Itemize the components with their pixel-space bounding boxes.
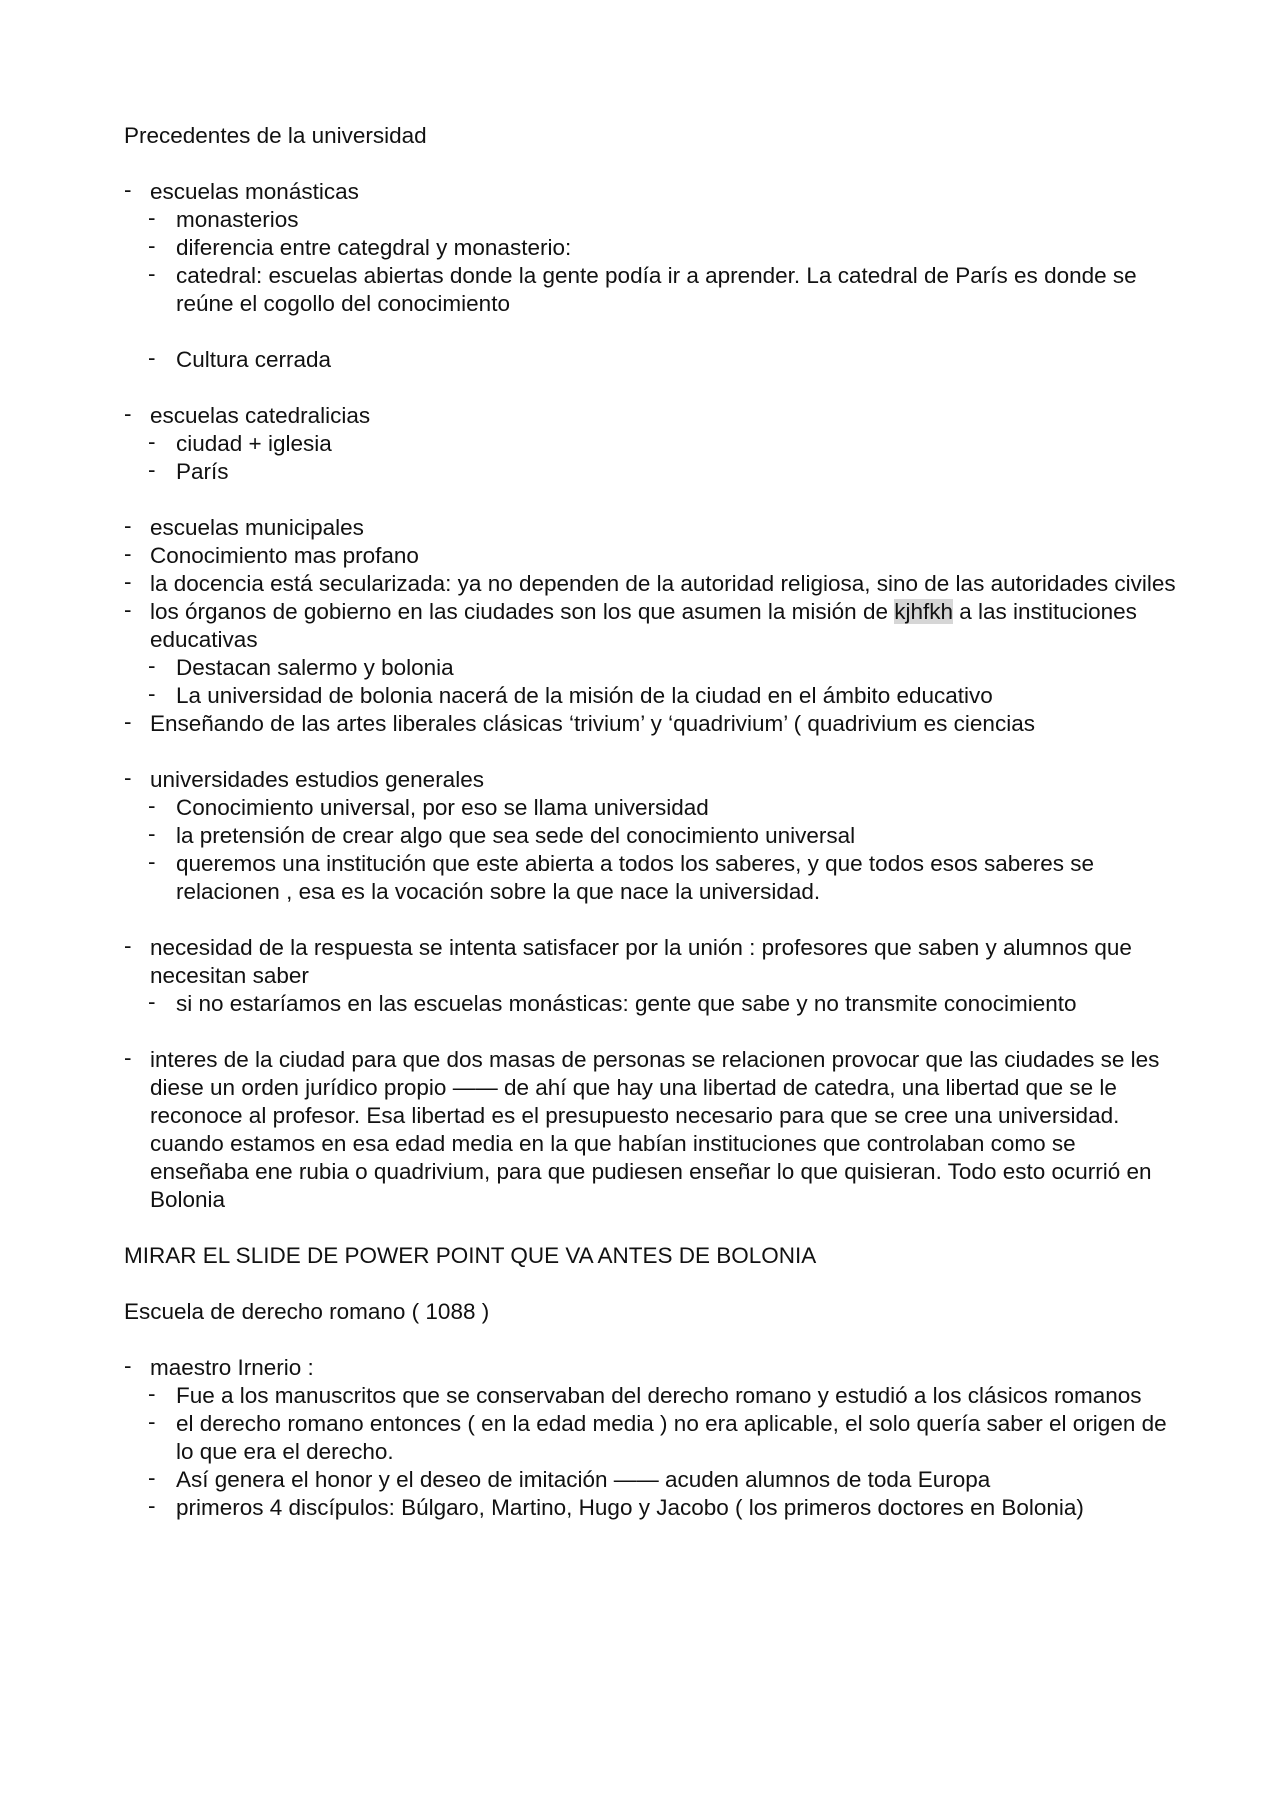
sub-list-item bbox=[124, 850, 1180, 906]
item-text: si no estaríamos en las escuelas monásticas: gente que sabe y no transmite conocimiento bbox=[176, 991, 1077, 1016]
item-text: Destacan salermo y bolonia bbox=[176, 655, 454, 680]
bullet-dash: - bbox=[148, 1409, 156, 1434]
item-text: maestro Irnerio : bbox=[150, 1355, 314, 1380]
bullet-dash: - bbox=[124, 1045, 132, 1070]
item-text: Así genera el honor y el deseo de imitación —— acuden alumnos de toda Europa bbox=[176, 1467, 991, 1492]
section-heading: Escuela de derecho romano ( 1088 ) bbox=[124, 1299, 490, 1324]
item-text: los órganos de gobierno en las ciudades son los que asumen la misión de bbox=[150, 599, 895, 624]
bullet-dash: - bbox=[124, 401, 132, 426]
bullet-dash: - bbox=[124, 177, 132, 202]
sub-list-item bbox=[124, 822, 1180, 850]
bullet-dash: - bbox=[124, 709, 132, 734]
sub-list-item bbox=[124, 990, 1180, 1018]
bullet-dash: - bbox=[148, 345, 156, 370]
item-text: monasterios bbox=[176, 207, 299, 232]
highlighted-text: kjhfkh bbox=[894, 599, 954, 624]
bullet-dash: - bbox=[148, 261, 156, 286]
list-item bbox=[124, 766, 1180, 794]
bullet-dash: - bbox=[148, 233, 156, 258]
list-item bbox=[124, 542, 1180, 570]
list-item bbox=[124, 402, 1180, 430]
bullet-dash: - bbox=[148, 793, 156, 818]
item-text: escuelas municipales bbox=[150, 515, 364, 540]
bullet-dash: - bbox=[124, 569, 132, 594]
sub-list-item bbox=[124, 346, 1180, 374]
bullet-dash: - bbox=[148, 821, 156, 846]
sub-list-item bbox=[124, 206, 1180, 234]
item-text: la docencia está secularizada: ya no dependen de la autoridad religiosa, sino de las autoridades civiles bbox=[150, 571, 1176, 596]
bullet-dash: - bbox=[124, 933, 132, 958]
bullet-dash: - bbox=[148, 681, 156, 706]
item-text: necesidad de la respuesta se intenta satisfacer por la unión : profesores que saben y alumnos que necesitan saber bbox=[150, 935, 1132, 988]
list-item bbox=[124, 514, 1180, 542]
list-item bbox=[124, 710, 1180, 738]
sub-list-item bbox=[124, 1494, 1180, 1522]
item-text: Fue a los manuscritos que se conservaban del derecho romano y estudió a los clásicos romanos bbox=[176, 1383, 1142, 1408]
item-text: Enseñando de las artes liberales clásicas ‘trivium’ y ‘quadrivium’ ( quadrivium es ciencias bbox=[150, 711, 1035, 736]
list-item bbox=[124, 934, 1180, 990]
note-text: MIRAR EL SLIDE DE POWER POINT QUE VA ANTES DE BOLONIA bbox=[124, 1243, 817, 1268]
sub-list-item bbox=[124, 234, 1180, 262]
bullet-dash: - bbox=[124, 1353, 132, 1378]
bullet-dash: - bbox=[148, 457, 156, 482]
list-item bbox=[124, 1046, 1180, 1214]
item-text: el derecho romano entonces ( en la edad media ) no era aplicable, el solo quería saber el origen de lo que era el derecho. bbox=[176, 1411, 1167, 1464]
bullet-dash: - bbox=[148, 1493, 156, 1518]
item-text: Conocimiento mas profano bbox=[150, 543, 419, 568]
document-title: Precedentes de la universidad bbox=[124, 123, 427, 148]
bullet-dash: - bbox=[148, 849, 156, 874]
sub-list-item bbox=[124, 430, 1180, 458]
bullet-dash: - bbox=[124, 513, 132, 538]
item-text: Conocimiento universal, por eso se llama universidad bbox=[176, 795, 709, 820]
item-text: interes de la ciudad para que dos masas de personas se relacionen provocar que las ciudades se les diese un orden jurídico propio —— de ahí que hay una libertad de catedra, una libertad que se le reconoce al profesor. Esa libertad es el presupuesto necesario para que se cree una universidad. cuando estamos en esa edad media en la que habían instituciones que controlaban como se enseñaba ene rubia o quadrivium, para que pudiesen enseñar lo que quisieran. Todo esto ocurrió en Bolonia bbox=[150, 1047, 1160, 1212]
list-item bbox=[124, 570, 1180, 598]
bullet-dash: - bbox=[148, 1381, 156, 1406]
item-text: escuelas catedralicias bbox=[150, 403, 371, 428]
item-text: diferencia entre categdral y monasterio: bbox=[176, 235, 572, 260]
bullet-dash: - bbox=[148, 1465, 156, 1490]
sub-list-item bbox=[124, 1466, 1180, 1494]
sub-list-item bbox=[124, 1382, 1180, 1410]
item-text: escuelas monásticas bbox=[150, 179, 359, 204]
item-text: primeros 4 discípulos: Búlgaro, Martino, Hugo y Jacobo ( los primeros doctores en Bolonia) bbox=[176, 1495, 1084, 1520]
sub-list-item bbox=[124, 262, 1180, 318]
list-item bbox=[124, 1354, 1180, 1382]
bullet-dash: - bbox=[124, 541, 132, 566]
sub-list-item bbox=[124, 794, 1180, 822]
bullet-dash: - bbox=[148, 205, 156, 230]
item-text: La universidad de bolonia nacerá de la misión de la ciudad en el ámbito educativo bbox=[176, 683, 993, 708]
bullet-dash: - bbox=[124, 765, 132, 790]
item-text: universidades estudios generales bbox=[150, 767, 484, 792]
item-text: ciudad + iglesia bbox=[176, 431, 332, 456]
sub-list-item bbox=[124, 458, 1180, 486]
sub-list-item bbox=[124, 682, 1180, 710]
item-text: París bbox=[176, 459, 229, 484]
bullet-dash: - bbox=[124, 597, 132, 622]
sub-list-item bbox=[124, 654, 1180, 682]
bullet-dash: - bbox=[148, 989, 156, 1014]
list-item bbox=[124, 598, 1180, 654]
item-text: catedral: escuelas abiertas donde la gente podía ir a aprender. La catedral de París es donde se reúne el cogollo del conocimiento bbox=[176, 263, 1137, 316]
list-item bbox=[124, 178, 1180, 206]
item-text: a las instituciones educativas bbox=[150, 599, 1137, 652]
item-text: queremos una institución que este abierta a todos los saberes, y que todos esos saberes se relacionen , esa es la vocación sobre la que nace la universidad. bbox=[176, 851, 1095, 904]
bullet-dash: - bbox=[148, 653, 156, 678]
item-text: Cultura cerrada bbox=[176, 347, 332, 372]
bullet-dash: - bbox=[148, 429, 156, 454]
item-text: la pretensión de crear algo que sea sede del conocimiento universal bbox=[176, 823, 856, 848]
sub-list-item bbox=[124, 1410, 1180, 1466]
